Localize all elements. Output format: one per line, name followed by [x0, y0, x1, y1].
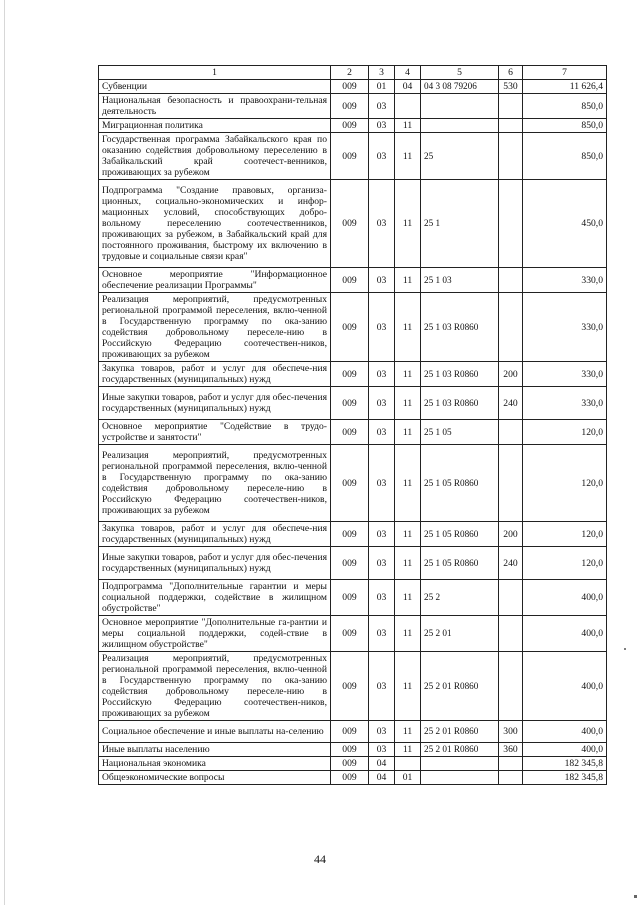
amount-cell: 330,0 — [523, 268, 607, 293]
expense-type-cell — [499, 616, 523, 652]
ministry-code-cell: 009 — [331, 119, 369, 133]
section-code-cell: 03 — [369, 293, 395, 362]
section-code-cell: 03 — [369, 119, 395, 133]
table-row — [99, 757, 607, 771]
target-article-cell: 25 1 — [421, 180, 499, 268]
amount-cell: 120,0 — [523, 445, 607, 522]
expense-type-cell — [499, 445, 523, 522]
section-code-cell: 03 — [369, 547, 395, 580]
table-row — [99, 771, 607, 785]
table-row — [99, 522, 607, 547]
section-code-cell: 03 — [369, 522, 395, 547]
table-row — [99, 387, 607, 420]
subsection-code-cell: 11 — [395, 268, 421, 293]
ministry-code-cell: 009 — [331, 80, 369, 94]
section-code-cell: 03 — [369, 580, 395, 616]
budget-table — [98, 65, 607, 785]
subsection-code-cell — [395, 757, 421, 771]
table-row — [99, 268, 607, 293]
table-row — [99, 133, 607, 180]
amount-cell: 400,0 — [523, 616, 607, 652]
ministry-code-cell: 009 — [331, 721, 369, 743]
header-cell: 4 — [395, 66, 421, 80]
amount-cell: 400,0 — [523, 743, 607, 757]
expense-type-cell: 240 — [499, 387, 523, 420]
target-article-cell: 25 1 03 — [421, 268, 499, 293]
section-code-cell: 01 — [369, 80, 395, 94]
amount-cell: 850,0 — [523, 94, 607, 119]
expense-type-cell: 300 — [499, 721, 523, 743]
subsection-code-cell: 11 — [395, 362, 421, 387]
ministry-code-cell: 009 — [331, 743, 369, 757]
row-name-cell: Государственная программа Забайкальского края по оказанию содействия добровольному переселению в Забайкальский край соотечест-венников, проживающих за рубежом — [99, 133, 331, 180]
amount-cell: 120,0 — [523, 420, 607, 445]
page-number: 44 — [314, 852, 326, 866]
row-name-cell: Закупка товаров, работ и услуг для обеспече-ния государственных (муниципальных) нужд — [99, 522, 331, 547]
expense-type-cell — [499, 420, 523, 445]
table-row — [99, 721, 607, 743]
target-article-cell: 25 2 01 R0860 — [421, 721, 499, 743]
amount-cell: 182 345,8 — [523, 771, 607, 785]
subsection-code-cell: 11 — [395, 293, 421, 362]
row-name-cell: Национальная экономика — [99, 757, 331, 771]
table-row — [99, 580, 607, 616]
target-article-cell: 25 2 01 R0860 — [421, 743, 499, 757]
amount-cell: 450,0 — [523, 180, 607, 268]
ministry-code-cell: 009 — [331, 445, 369, 522]
row-name-cell: Общеэкономические вопросы — [99, 771, 331, 785]
amount-cell: 182 345,8 — [523, 757, 607, 771]
ministry-code-cell: 009 — [331, 547, 369, 580]
expense-type-cell: 200 — [499, 362, 523, 387]
amount-cell: 400,0 — [523, 721, 607, 743]
subsection-code-cell: 11 — [395, 721, 421, 743]
table-row — [99, 420, 607, 445]
row-name-cell: Основное мероприятие "Дополнительные га-рантии и меры социальной поддержки, содей-ствие в жилищном обустройстве" — [99, 616, 331, 652]
header-cell: 2 — [331, 66, 369, 80]
section-code-cell: 03 — [369, 420, 395, 445]
amount-cell: 120,0 — [523, 547, 607, 580]
row-name-cell: Миграционная политика — [99, 119, 331, 133]
row-name-cell: Национальная безопасность и правоохрани-тельная деятельность — [99, 94, 331, 119]
subsection-code-cell — [395, 94, 421, 119]
section-code-cell: 03 — [369, 387, 395, 420]
target-article-cell: 25 2 01 — [421, 616, 499, 652]
header-cell: 3 — [369, 66, 395, 80]
subsection-code-cell: 11 — [395, 522, 421, 547]
ministry-code-cell: 009 — [331, 268, 369, 293]
row-name-cell: Реализация мероприятий, предусмотренных региональной программой переселения, вклю-ченной в Государственную программу по ока-занию содействия добровольному переселе-нию в Российскую Федерацию соотечествен-ников, проживающих за рубежом — [99, 293, 331, 362]
row-name-cell: Основное мероприятие "Содействие в трудо-устройстве и занятости" — [99, 420, 331, 445]
subsection-code-cell: 11 — [395, 133, 421, 180]
expense-type-cell — [499, 133, 523, 180]
ministry-code-cell: 009 — [331, 362, 369, 387]
amount-cell: 400,0 — [523, 652, 607, 721]
section-code-cell: 03 — [369, 268, 395, 293]
table-row — [99, 80, 607, 94]
expense-type-cell — [499, 580, 523, 616]
subsection-code-cell: 11 — [395, 420, 421, 445]
amount-cell: 330,0 — [523, 387, 607, 420]
expense-type-cell — [499, 293, 523, 362]
row-name-cell: Закупка товаров, работ и услуг для обеспече-ния государственных (муниципальных) нужд — [99, 362, 331, 387]
section-code-cell: 03 — [369, 94, 395, 119]
subsection-code-cell: 11 — [395, 743, 421, 757]
scan-speck — [634, 895, 637, 898]
target-article-cell — [421, 771, 499, 785]
section-code-cell: 04 — [369, 771, 395, 785]
target-article-cell — [421, 119, 499, 133]
ministry-code-cell: 009 — [331, 522, 369, 547]
row-name-cell: Подпрограмма "Дополнительные гарантии и меры социальной поддержки, содействие в жилищном обустройстве" — [99, 580, 331, 616]
target-article-cell — [421, 757, 499, 771]
row-name-cell: Субвенции — [99, 80, 331, 94]
section-code-cell: 03 — [369, 743, 395, 757]
target-article-cell: 25 1 03 R0860 — [421, 387, 499, 420]
table-row — [99, 362, 607, 387]
expense-type-cell — [499, 757, 523, 771]
expense-type-cell: 240 — [499, 547, 523, 580]
subsection-code-cell: 11 — [395, 652, 421, 721]
subsection-code-cell: 11 — [395, 445, 421, 522]
table-row — [99, 547, 607, 580]
ministry-code-cell: 009 — [331, 757, 369, 771]
row-name-cell: Подпрограмма "Создание правовых, организа-ционных, социально-экономических и инфор-мационных условий, способствующих добро-вольному переселению соотечественников, проживающих за рубежом, в Забайкальский край для постоянного проживания, быстрому их включению в трудовые и социальные связи края" — [99, 180, 331, 268]
ministry-code-cell: 009 — [331, 94, 369, 119]
subsection-code-cell: 11 — [395, 119, 421, 133]
subsection-code-cell: 11 — [395, 616, 421, 652]
target-article-cell: 25 2 — [421, 580, 499, 616]
row-name-cell: Реализация мероприятий, предусмотренных региональной программой переселения, вклю-ченной в Государственную программу по ока-занию содействия добровольному переселе-нию в Российскую Федерацию соотечествен-ников, проживающих за рубежом — [99, 652, 331, 721]
target-article-cell: 25 1 05 R0860 — [421, 547, 499, 580]
table-row — [99, 652, 607, 721]
expense-type-cell: 200 — [499, 522, 523, 547]
table-row — [99, 119, 607, 133]
subsection-code-cell: 11 — [395, 580, 421, 616]
section-code-cell: 03 — [369, 180, 395, 268]
amount-cell: 330,0 — [523, 362, 607, 387]
section-code-cell: 03 — [369, 652, 395, 721]
expense-type-cell — [499, 652, 523, 721]
expense-type-cell: 530 — [499, 80, 523, 94]
ministry-code-cell: 009 — [331, 293, 369, 362]
amount-cell: 120,0 — [523, 522, 607, 547]
header-cell: 6 — [499, 66, 523, 80]
target-article-cell: 25 1 05 R0860 — [421, 445, 499, 522]
section-code-cell: 03 — [369, 721, 395, 743]
expense-type-cell — [499, 94, 523, 119]
target-article-cell: 25 1 03 R0860 — [421, 362, 499, 387]
table-header-row — [99, 66, 607, 80]
section-code-cell: 03 — [369, 133, 395, 180]
section-code-cell: 03 — [369, 362, 395, 387]
row-name-cell: Реализация мероприятий, предусмотренных региональной программой переселения, вклю-ченной в Государственную программу по ока-занию содействия добровольному переселе-нию в Российскую Федерацию соотечествен-ников, проживающих за рубежом — [99, 445, 331, 522]
amount-cell: 400,0 — [523, 580, 607, 616]
expense-type-cell — [499, 119, 523, 133]
target-article-cell: 25 1 03 R0860 — [421, 293, 499, 362]
target-article-cell: 25 1 05 — [421, 420, 499, 445]
ministry-code-cell: 009 — [331, 771, 369, 785]
section-code-cell: 03 — [369, 616, 395, 652]
header-cell: 1 — [99, 66, 331, 80]
subsection-code-cell: 04 — [395, 80, 421, 94]
target-article-cell: 25 — [421, 133, 499, 180]
section-code-cell: 03 — [369, 445, 395, 522]
subsection-code-cell: 01 — [395, 771, 421, 785]
table-row — [99, 180, 607, 268]
section-code-cell: 04 — [369, 757, 395, 771]
row-name-cell: Социальное обеспечение и иные выплаты на-селению — [99, 721, 331, 743]
scan-speck — [624, 648, 626, 650]
table-row — [99, 743, 607, 757]
table-row — [99, 293, 607, 362]
target-article-cell — [421, 94, 499, 119]
subsection-code-cell: 11 — [395, 547, 421, 580]
table-row — [99, 94, 607, 119]
target-article-cell: 04 3 08 79206 — [421, 80, 499, 94]
amount-cell: 330,0 — [523, 293, 607, 362]
scan-edge-line — [4, 0, 5, 905]
row-name-cell: Иные закупки товаров, работ и услуг для обес-печения государственных (муниципальных) нужд — [99, 547, 331, 580]
ministry-code-cell: 009 — [331, 652, 369, 721]
expense-type-cell — [499, 771, 523, 785]
ministry-code-cell: 009 — [331, 387, 369, 420]
amount-cell: 850,0 — [523, 119, 607, 133]
table-row — [99, 445, 607, 522]
header-cell: 7 — [523, 66, 607, 80]
amount-cell: 11 626,4 — [523, 80, 607, 94]
ministry-code-cell: 009 — [331, 616, 369, 652]
expense-type-cell — [499, 268, 523, 293]
subsection-code-cell: 11 — [395, 387, 421, 420]
row-name-cell: Иные выплаты населению — [99, 743, 331, 757]
ministry-code-cell: 009 — [331, 133, 369, 180]
table-row — [99, 616, 607, 652]
ministry-code-cell: 009 — [331, 420, 369, 445]
amount-cell: 850,0 — [523, 133, 607, 180]
expense-type-cell — [499, 180, 523, 268]
header-cell: 5 — [421, 66, 499, 80]
target-article-cell: 25 1 05 R0860 — [421, 522, 499, 547]
ministry-code-cell: 009 — [331, 580, 369, 616]
ministry-code-cell: 009 — [331, 180, 369, 268]
row-name-cell: Основное мероприятие "Информационное обеспечение реализации Программы" — [99, 268, 331, 293]
target-article-cell: 25 2 01 R0860 — [421, 652, 499, 721]
expense-type-cell: 360 — [499, 743, 523, 757]
subsection-code-cell: 11 — [395, 180, 421, 268]
row-name-cell: Иные закупки товаров, работ и услуг для обес-печения государственных (муниципальных) нужд — [99, 387, 331, 420]
